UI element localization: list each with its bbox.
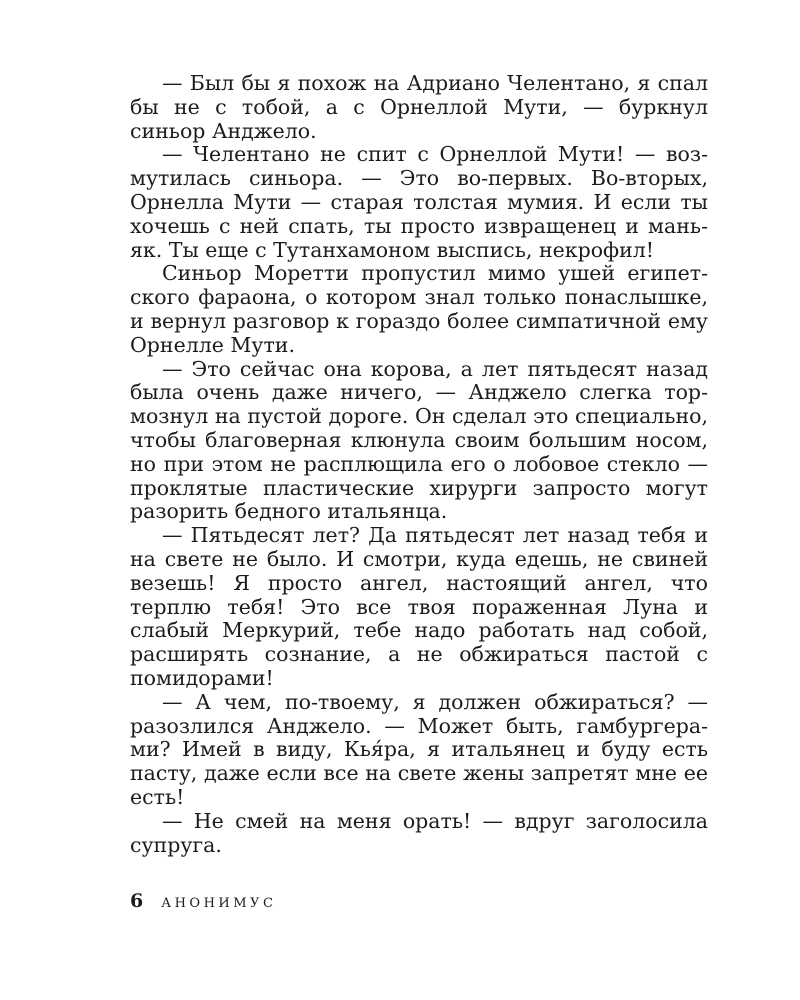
paragraph-3: Синьор Моретти пропустил мимо ушей египетского фараона, о котором знал только понаслышке, и вернул разговор к гораздо более симпатичной ему Орнелле Мути. (130, 261, 708, 357)
paragraph-5: — Пятьдесят лет? Да пятьдесят лет назад тебя и на свете не было. И смотри, куда едешь, не свиней везешь! Я просто ангел, настоящий ангел, что терплю тебя! Это все твоя пораженная Луна и слабый Меркурий, тебе надо работать над собой, расширять сознание, а не обжираться пастой с помидорами! (130, 523, 708, 690)
page-body (130, 72, 708, 857)
page-number: 6 (130, 890, 144, 912)
paragraph-4: — Это сейчас она корова, а лет пятьдесят назад была очень даже ничего, — Анджело слегка тормознул на пустой дороге. Он сделал это специально, чтобы благоверная клюнула своим большим носом, но при этом не расплющила его о лобовое стекло — проклятые пластические хирурги запросто могут разорить бедного итальянца. (130, 356, 708, 524)
page-footer (130, 890, 276, 912)
paragraph-7: — Не смей на меня орать! — вдруг заголосила супруга. (130, 808, 708, 857)
running-head: АНОНИМУС (161, 896, 277, 911)
paragraph-6: — А чем, по-твоему, я должен обжираться? — разозлился Анджело. — Может быть, гамбургерами? Имей в виду, Кья́ра, я итальянец и буду есть пасту, даже если все на свете жены запретят мне ее есть! (130, 689, 708, 809)
paragraph-2: — Челентано не спит с Орнеллой Мути! — возмутилась синьора. — Это во-первых. Во-вторых, Орнелла Мути — старая толстая мумия. И если ты хочешь с ней спать, ты просто извращенец и маньяк. Ты еще с Тутанхамоном выспись, некрофил! (130, 142, 708, 262)
paragraph-1: — Был бы я похож на Адриано Челентано, я спал бы не с тобой, а с Орнеллой Мути, — буркнул синьор Анджело. (130, 71, 708, 143)
